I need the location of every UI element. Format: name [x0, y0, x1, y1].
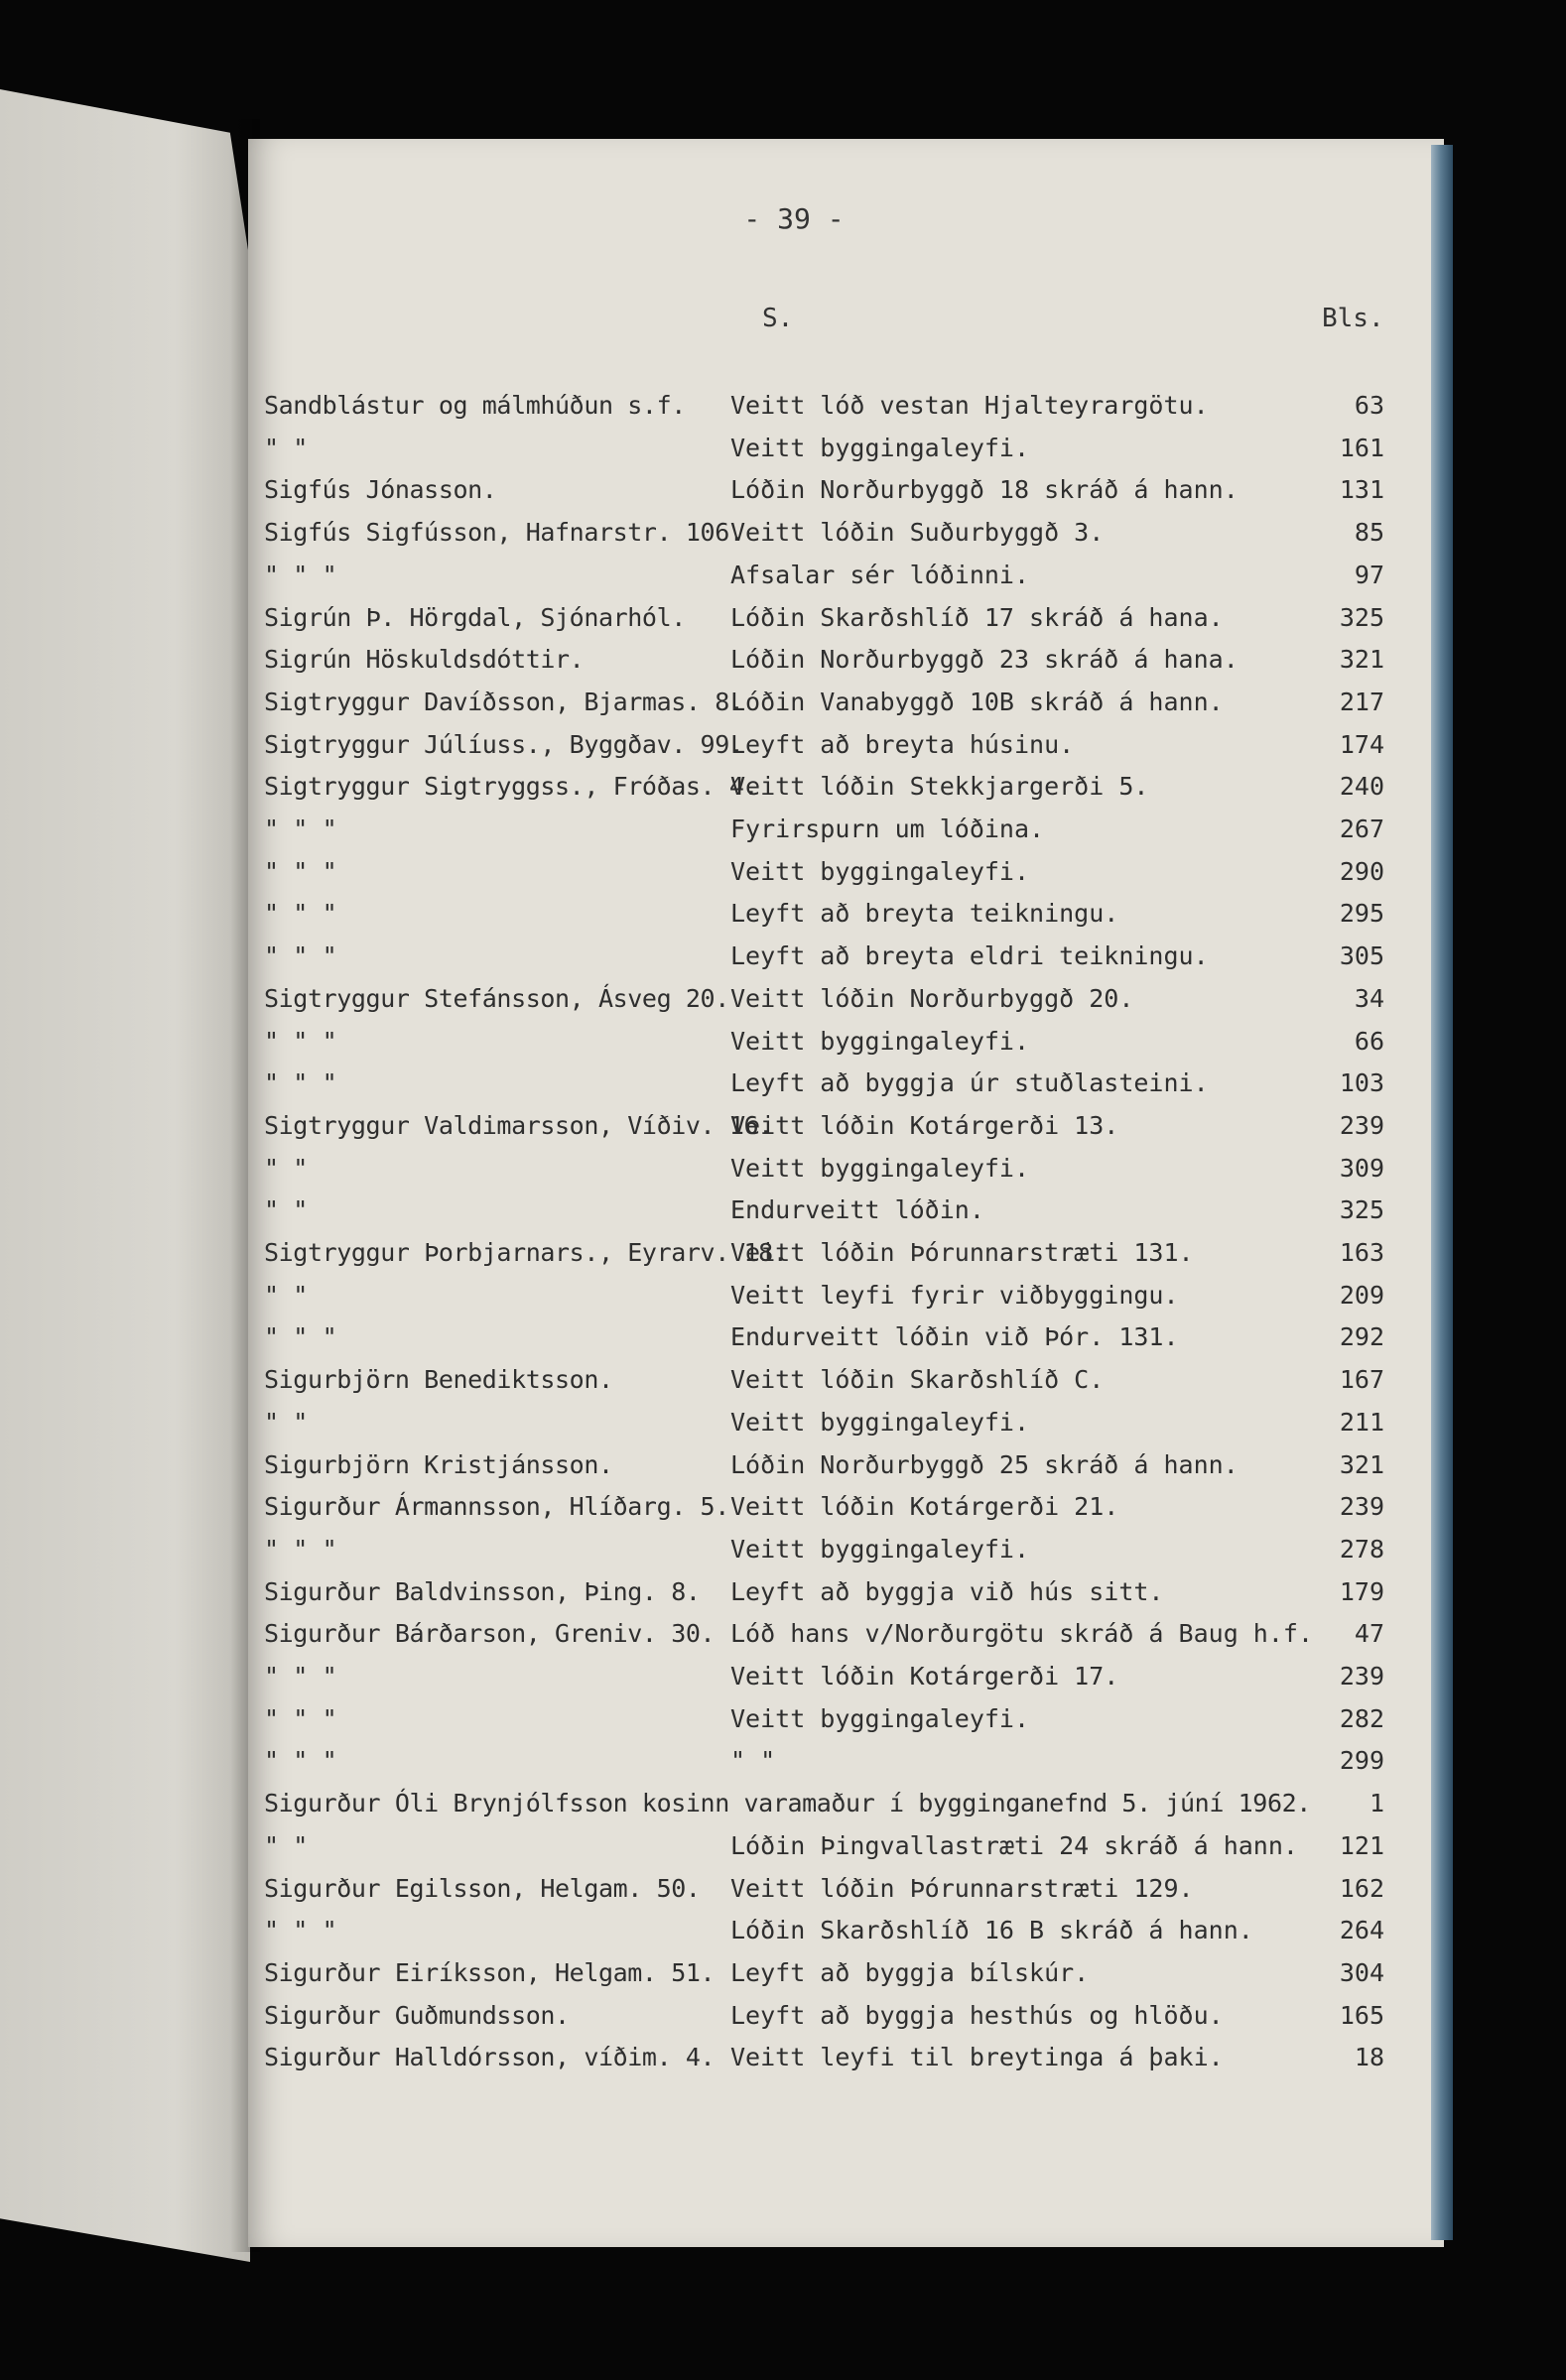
entry-name: Sigurbjörn Kristjánsson.	[264, 1449, 613, 1479]
entry-page: 18	[1354, 2043, 1384, 2072]
entry-page: 97	[1354, 560, 1384, 589]
index-row	[0, 1281, 1444, 1322]
entry-description: Leyft að byggja við hús sitt.	[730, 1576, 1164, 1606]
entry-page: 321	[1339, 645, 1384, 675]
entry-description: Leyft að byggja úr stuðlasteini.	[730, 1068, 1209, 1098]
entry-name: " " "	[264, 1322, 337, 1352]
entry-description: Veitt byggingaleyfi.	[730, 1703, 1030, 1733]
entry-name: Sigurður Ármannsson, Hlíðarg. 5.	[264, 1492, 729, 1522]
entry-description: Lóðin Skarðshlíð 16 B skráð á hann.	[730, 1916, 1253, 1945]
entry-page: 162	[1339, 1873, 1384, 1903]
entry-page: 239	[1339, 1492, 1384, 1522]
entry-name: " " "	[264, 1068, 337, 1098]
entry-description: Veitt lóðin Skarðshlíð C.	[730, 1365, 1105, 1395]
index-row	[0, 434, 1444, 475]
entry-name: " " "	[264, 814, 337, 843]
entry-name: Sigurður Óli Brynjólfsson kosinn varamaður í bygginganefnd 5. júní 1962.	[264, 1789, 1311, 1818]
entry-page: 295	[1339, 899, 1384, 929]
index-row	[0, 730, 1444, 772]
entry-page: 278	[1339, 1534, 1384, 1564]
index-row	[0, 603, 1444, 645]
entry-description: Veitt leyfi til breytinga á þaki.	[730, 2043, 1224, 2072]
entry-description: Leyft að breyta eldri teikningu.	[730, 941, 1209, 971]
entry-description: Veitt lóðin Stekkjargerði 5.	[730, 772, 1149, 802]
entry-page: 217	[1339, 687, 1384, 716]
entry-page: 85	[1354, 518, 1384, 548]
entry-page: 163	[1339, 1238, 1384, 1267]
entry-name: Sigtryggur Þorbjarnars., Eyrarv. 18.	[264, 1238, 788, 1267]
entry-description: Veitt lóðin Þórunnarstræti 129.	[730, 1873, 1194, 1903]
index-row	[0, 2043, 1444, 2084]
entry-description: Veitt lóðin Kotárgerði 13.	[730, 1110, 1119, 1140]
entry-description: Lóðin Norðurbyggð 25 skráð á hann.	[730, 1449, 1239, 1479]
entry-description: Endurveitt lóðin.	[730, 1195, 984, 1225]
entry-name: Sigurður Guðmundsson.	[264, 2000, 570, 2030]
entry-description: Veitt lóðin Þórunnarstræti 131.	[730, 1238, 1194, 1267]
entry-name: " " "	[264, 1916, 337, 1945]
entry-page: 299	[1339, 1746, 1384, 1776]
index-row	[0, 688, 1444, 729]
entry-name: Sigurður Egilsson, Helgam. 50.	[264, 1873, 701, 1903]
entry-description: Veitt byggingaleyfi.	[730, 1407, 1030, 1437]
entry-description: Veitt byggingaleyfi.	[730, 856, 1030, 886]
index-row	[0, 984, 1444, 1026]
index-row	[0, 1619, 1444, 1661]
entry-page: 179	[1339, 1576, 1384, 1606]
entry-name: Sigurður Eiríksson, Helgam. 51.	[264, 1957, 716, 1987]
index-row	[0, 1154, 1444, 1195]
index-row	[0, 772, 1444, 814]
index-row	[0, 941, 1444, 983]
index-row	[0, 899, 1444, 940]
index-row	[0, 1916, 1444, 1957]
entry-description: Veitt leyfi fyrir viðbyggingu.	[730, 1280, 1179, 1310]
entry-page: 239	[1339, 1662, 1384, 1691]
entry-page: 240	[1339, 772, 1384, 802]
entry-page: 325	[1339, 602, 1384, 632]
entry-description: Leyft að byggja hesthús og hlöðu.	[730, 2000, 1224, 2030]
entry-page: 239	[1339, 1110, 1384, 1140]
entry-page: 167	[1339, 1365, 1384, 1395]
entry-page: 282	[1339, 1703, 1384, 1733]
entry-name: Sigrún Þ. Hörgdal, Sjónarhól.	[264, 602, 686, 632]
entry-name: " "	[264, 1830, 308, 1860]
index-row	[0, 561, 1444, 602]
entry-name: Sigtryggur Stefánsson, Ásveg 20.	[264, 983, 729, 1013]
entry-description: Lóð hans v/Norðurgötu skráð á Baug h.f.	[730, 1619, 1313, 1649]
index-row	[0, 1111, 1444, 1153]
entry-description: Leyft að breyta húsinu.	[730, 729, 1075, 759]
entry-description: Veitt lóðin Suðurbyggð 3.	[730, 518, 1105, 548]
entry-description: " "	[730, 1746, 776, 1776]
entry-description: Lóðin Þingvallastræti 24 skráð á hann.	[730, 1830, 1298, 1860]
entry-name: Sigfús Sigfússon, Hafnarstr. 106.	[264, 518, 744, 548]
entry-name: Sandblástur og málmhúðun s.f.	[264, 391, 686, 420]
entry-description: Lóðin Norðurbyggð 18 skráð á hann.	[730, 475, 1239, 505]
index-row	[0, 1535, 1444, 1576]
entry-name: Sigurður Bárðarson, Greniv. 30.	[264, 1619, 716, 1649]
entry-name: " " "	[264, 1026, 337, 1056]
entry-name: Sigrún Höskuldsdóttir.	[264, 645, 585, 675]
entry-description: Endurveitt lóðin við Þór. 131.	[730, 1322, 1179, 1352]
entry-page: 209	[1339, 1280, 1384, 1310]
index-row	[0, 1027, 1444, 1068]
index-row	[0, 1704, 1444, 1746]
entry-description: Veitt byggingaleyfi.	[730, 1153, 1030, 1183]
entry-description: Veitt lóð vestan Hjalteyrargötu.	[730, 391, 1209, 420]
entry-page: 264	[1339, 1916, 1384, 1945]
entry-page: 292	[1339, 1322, 1384, 1352]
entry-description: Fyrirspurn um lóðina.	[730, 814, 1045, 843]
index-row	[0, 518, 1444, 560]
entry-name: Sigurður Halldórsson, víðim. 4.	[264, 2043, 716, 2072]
entry-name: " " "	[264, 941, 337, 971]
entry-name: " " "	[264, 1746, 337, 1776]
entry-page: 325	[1339, 1195, 1384, 1225]
entry-page: 321	[1339, 1449, 1384, 1479]
entry-name: Sigtryggur Sigtryggss., Fróðas. 4.	[264, 772, 759, 802]
entry-page: 165	[1339, 2000, 1384, 2030]
entry-page: 47	[1354, 1619, 1384, 1649]
index-row	[0, 1195, 1444, 1237]
entry-description: Leyft að byggja bílskúr.	[730, 1957, 1090, 1987]
index-row	[0, 814, 1444, 856]
entry-description: Afsalar sér lóðinni.	[730, 560, 1030, 589]
index-row	[0, 1238, 1444, 1280]
entry-name: " "	[264, 1195, 308, 1225]
entry-description: Lóðin Vanabyggð 10B skráð á hann.	[730, 687, 1224, 716]
entry-page: 103	[1339, 1068, 1384, 1098]
entry-name: " "	[264, 433, 308, 462]
index-row	[0, 1492, 1444, 1534]
entry-page: 211	[1339, 1407, 1384, 1437]
index-row	[0, 857, 1444, 899]
entry-name: " " "	[264, 1534, 337, 1564]
index-row	[0, 1874, 1444, 1916]
entry-name: Sigurbjörn Benediktsson.	[264, 1365, 613, 1395]
entry-page: 174	[1339, 729, 1384, 759]
index-row	[0, 2001, 1444, 2043]
entry-page: 161	[1339, 433, 1384, 462]
entry-name: " " "	[264, 1662, 337, 1691]
index-row	[0, 1577, 1444, 1619]
entry-name: " "	[264, 1407, 308, 1437]
entry-page: 305	[1339, 941, 1384, 971]
entry-name: " " "	[264, 856, 337, 886]
index-row	[0, 1322, 1444, 1364]
entry-name: Sigtryggur Valdimarsson, Víðiv. 16.	[264, 1110, 773, 1140]
entry-description: Veitt byggingaleyfi.	[730, 433, 1030, 462]
entry-name: Sigurður Baldvinsson, Þing. 8.	[264, 1576, 701, 1606]
entry-name: " " "	[264, 1703, 337, 1733]
entry-description: Veitt lóðin Kotárgerði 21.	[730, 1492, 1119, 1522]
entry-description: Veitt byggingaleyfi.	[730, 1026, 1030, 1056]
entry-description: Veitt lóðin Kotárgerði 17.	[730, 1662, 1119, 1691]
entry-name: " " "	[264, 560, 337, 589]
entry-name: Sigtryggur Júlíuss., Byggðav. 99.	[264, 729, 744, 759]
entry-description: Lóðin Norðurbyggð 23 skráð á hana.	[730, 645, 1239, 675]
entry-page: 34	[1354, 983, 1384, 1013]
column-header-bls: Bls.	[1322, 304, 1384, 333]
entry-description: Veitt byggingaleyfi.	[730, 1534, 1030, 1564]
page-number: - 39 -	[743, 202, 845, 235]
entry-name: " "	[264, 1153, 308, 1183]
column-header-s: S.	[762, 304, 794, 333]
entry-page: 121	[1339, 1830, 1384, 1860]
index-row	[0, 1958, 1444, 2000]
index-row	[0, 1746, 1444, 1788]
entry-description: Lóðin Skarðshlíð 17 skráð á hana.	[730, 602, 1224, 632]
entry-name: " "	[264, 1280, 308, 1310]
index-row	[0, 1365, 1444, 1407]
entry-description: Veitt lóðin Norðurbyggð 20.	[730, 983, 1134, 1013]
entry-name: Sigfús Jónasson.	[264, 475, 497, 505]
entry-name: Sigtryggur Davíðsson, Bjarmas. 8.	[264, 687, 744, 716]
entry-page: 1	[1369, 1789, 1384, 1818]
entry-page: 309	[1339, 1153, 1384, 1183]
index-row	[0, 1068, 1444, 1110]
entry-page: 290	[1339, 856, 1384, 886]
index-row	[0, 1789, 1444, 1830]
index-row	[0, 1408, 1444, 1449]
index-row	[0, 1662, 1444, 1703]
entry-page: 267	[1339, 814, 1384, 843]
index-row	[0, 645, 1444, 687]
entry-page: 66	[1354, 1026, 1384, 1056]
entry-page: 304	[1339, 1957, 1384, 1987]
index-row	[0, 1450, 1444, 1492]
index-row	[0, 391, 1444, 433]
entry-page: 131	[1339, 475, 1384, 505]
index-row	[0, 1831, 1444, 1873]
entry-page: 63	[1354, 391, 1384, 420]
entry-name: " " "	[264, 899, 337, 929]
entry-description: Leyft að breyta teikningu.	[730, 899, 1119, 929]
index-row	[0, 475, 1444, 517]
